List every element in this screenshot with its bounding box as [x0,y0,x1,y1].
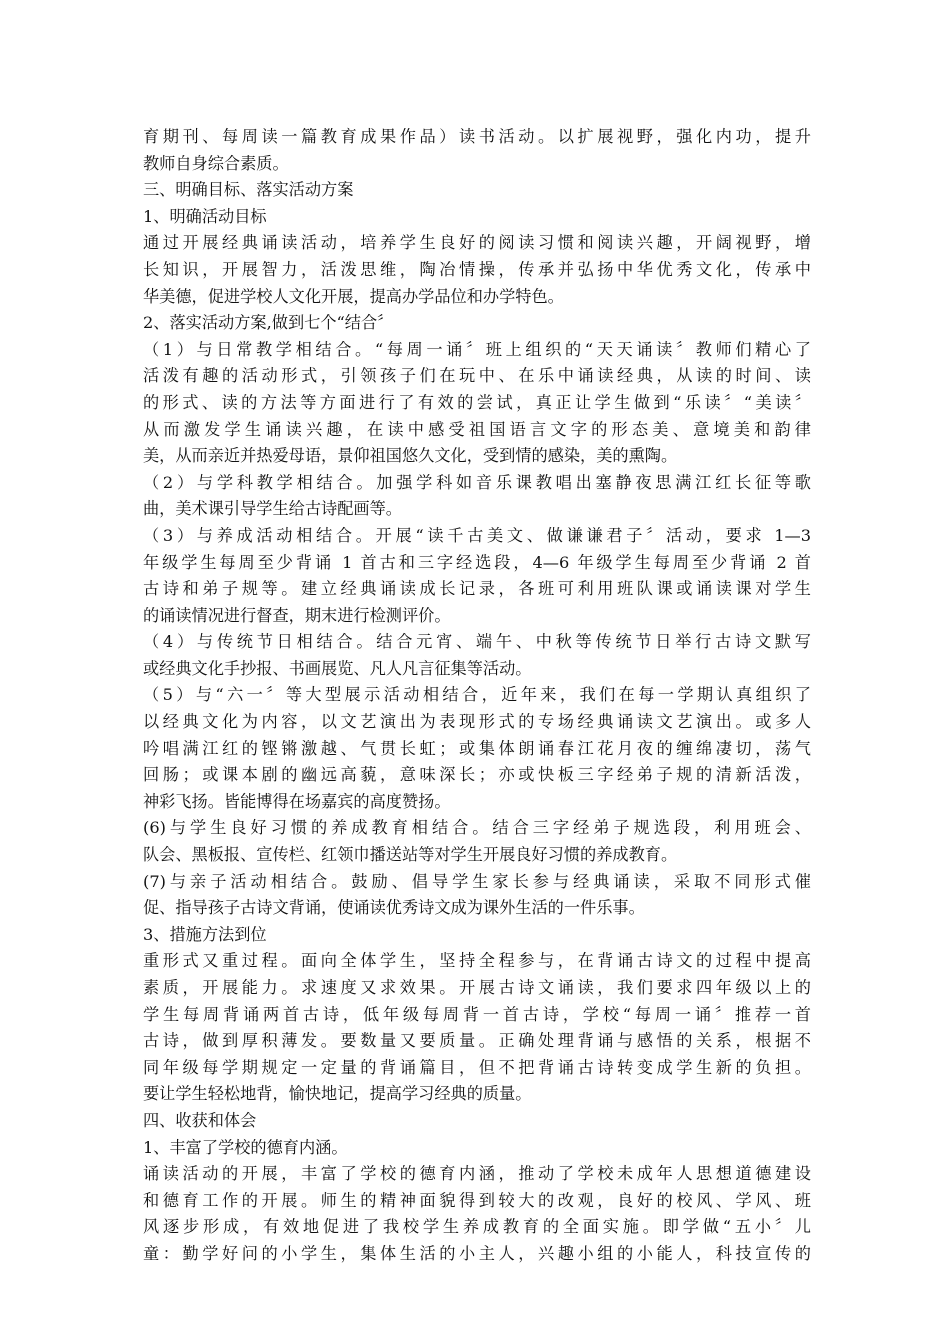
text-line: 要让学生轻松地背，愉快地记，提高学习经典的质量。 [143,1084,532,1104]
text-line: 年级学生每周至少背诵 1 首古和三字经选段，4—6 年级学生每周至少背诵 2 首 [143,552,811,572]
text-line: 3、措施方法到位 [143,924,267,944]
text-line: 童：勤学好问的小学生，集体生活的小主人，兴趣小组的小能人，科技宣传的 [143,1243,811,1263]
text-line: 或经典文化手抄报、书画展览、凡人凡言征集等活动。 [143,658,532,678]
text-line: 从而激发学生诵读兴趣，在读中感受祖国语言文字的形态美、意境美和韵律 [143,419,811,439]
text-line: 神彩飞扬。皆能博得在场嘉宾的高度赞扬。 [143,791,451,811]
text-line: 美，从而亲近并热爱母语，景仰祖国悠久文化，受到情的感染，美的熏陶。 [143,446,678,466]
text-line: 回肠；或课本剧的幽远高藐，意味深长；亦或快板三字经弟子规的清新活泼， [143,765,811,785]
text-line: 吟唱满江红的铿锵激越、气贯长虹；或集体朗诵春江花月夜的缠绵凄切，荡气 [143,738,811,758]
text-line: 长知识，开展智力，活泼思维，陶冶情操，传承并弘扬中华优秀文化，传承中 [143,259,811,279]
text-line: (6)与学生良好习惯的养成教育相结合。结合三字经弟子规选段，利用班会、 [143,818,811,838]
text-line: 诵读活动的开展，丰富了学校的德育内涵，推动了学校未成年人思想道德建设 [143,1164,811,1184]
document-body [143,124,811,1268]
text-line: 华美德，促进学校人文化开展，提高办学品位和办学特色。 [143,286,564,306]
text-line: 2、落实活动方案,做到七个“结合〞 [143,313,394,333]
text-line: 1、明确活动目标 [143,206,267,226]
text-line: 通过开展经典诵读活动，培养学生良好的阅读习惯和阅读兴趣，开阔视野，增 [143,233,811,253]
text-line: 学生每周背诵两首古诗，低年级每周背一首古诗，学校“每周一诵〞推荐一首 [143,1004,811,1024]
text-line: 古诗和弟子规等。建立经典诵读成长记录，各班可利用班队课或诵读课对学生 [143,579,811,599]
text-line: 同年级每学期规定一定量的背诵篇目，但不把背诵古诗转变成学生新的负担。 [143,1057,811,1077]
text-line: 队会、黑板报、宣传栏、红领巾播送站等对学生开展良好习惯的养成教育。 [143,845,678,865]
text-line: 四、收获和体会 [143,1110,257,1130]
text-line: 以经典文化为内容，以文艺演出为表现形式的专场经典诵读文艺演出。或多人 [143,712,811,732]
text-line: （3）与养成活动相结合。开展“读千古美文、做谦谦君子〞活动，要求 1—3 [143,525,811,545]
text-line: 风逐步形成，有效地促进了我校学生养成教育的全面实施。即学做“五小〞儿 [143,1217,811,1237]
text-line: 1、丰富了学校的德育内涵。 [143,1137,348,1157]
text-line: （2）与学科教学相结合。加强学科如音乐课教唱出塞静夜思满江红长征等歌 [143,472,811,492]
text-line: 三、明确目标、落实活动方案 [143,180,354,200]
text-line: 素质，开展能力。求速度又求效果。开展古诗文诵读，我们要求四年级以上的 [143,978,811,997]
text-line: 重形式又重过程。面向全体学生，坚持全程参与，在背诵古诗文的过程中提高 [143,951,811,971]
text-line: 促、指导孩子古诗文背诵，使诵读优秀诗文成为课外生活的一件乐事。 [143,898,645,918]
text-line: 的诵读情况进行督查，期末进行检测评价。 [143,605,451,625]
text-line: （1）与日常教学相结合。“每周一诵〞班上组织的“天天诵读〞教师们精心了 [143,339,811,359]
text-line: 古诗，做到厚积薄发。要数量又要质量。正确处理背诵与感悟的关系，根据不 [143,1031,811,1051]
text-line: 曲，美术课引导学生给古诗配画等。 [143,499,402,519]
text-line: 活泼有趣的活动形式，引领孩子们在玩中、在乐中诵读经典，从读的时间、读 [143,366,811,386]
text-line: (7)与亲子活动相结合。鼓励、倡导学生家长参与经典诵读，采取不同形式催 [143,871,811,891]
text-line: （4）与传统节日相结合。结合元宵、端午、中秋等传统节日举行古诗文默写 [143,632,811,652]
text-line: （5）与“六一〞等大型展示活动相结合，近年来，我们在每一学期认真组织了 [143,685,811,705]
text-line: 教师自身综合素质。 [143,153,289,173]
text-line: 的形式、读的方法等方面进行了有效的尝试，真正让学生做到“乐读〞“美读〞 [143,392,811,412]
text-line: 和德育工作的开展。师生的精神面貌得到较大的改观，良好的校风、学风、班 [143,1190,811,1210]
text-line: 育期刊、每周读一篇教育成果作品）读书活动。以扩展视野，强化内功，提升 [143,127,811,146]
